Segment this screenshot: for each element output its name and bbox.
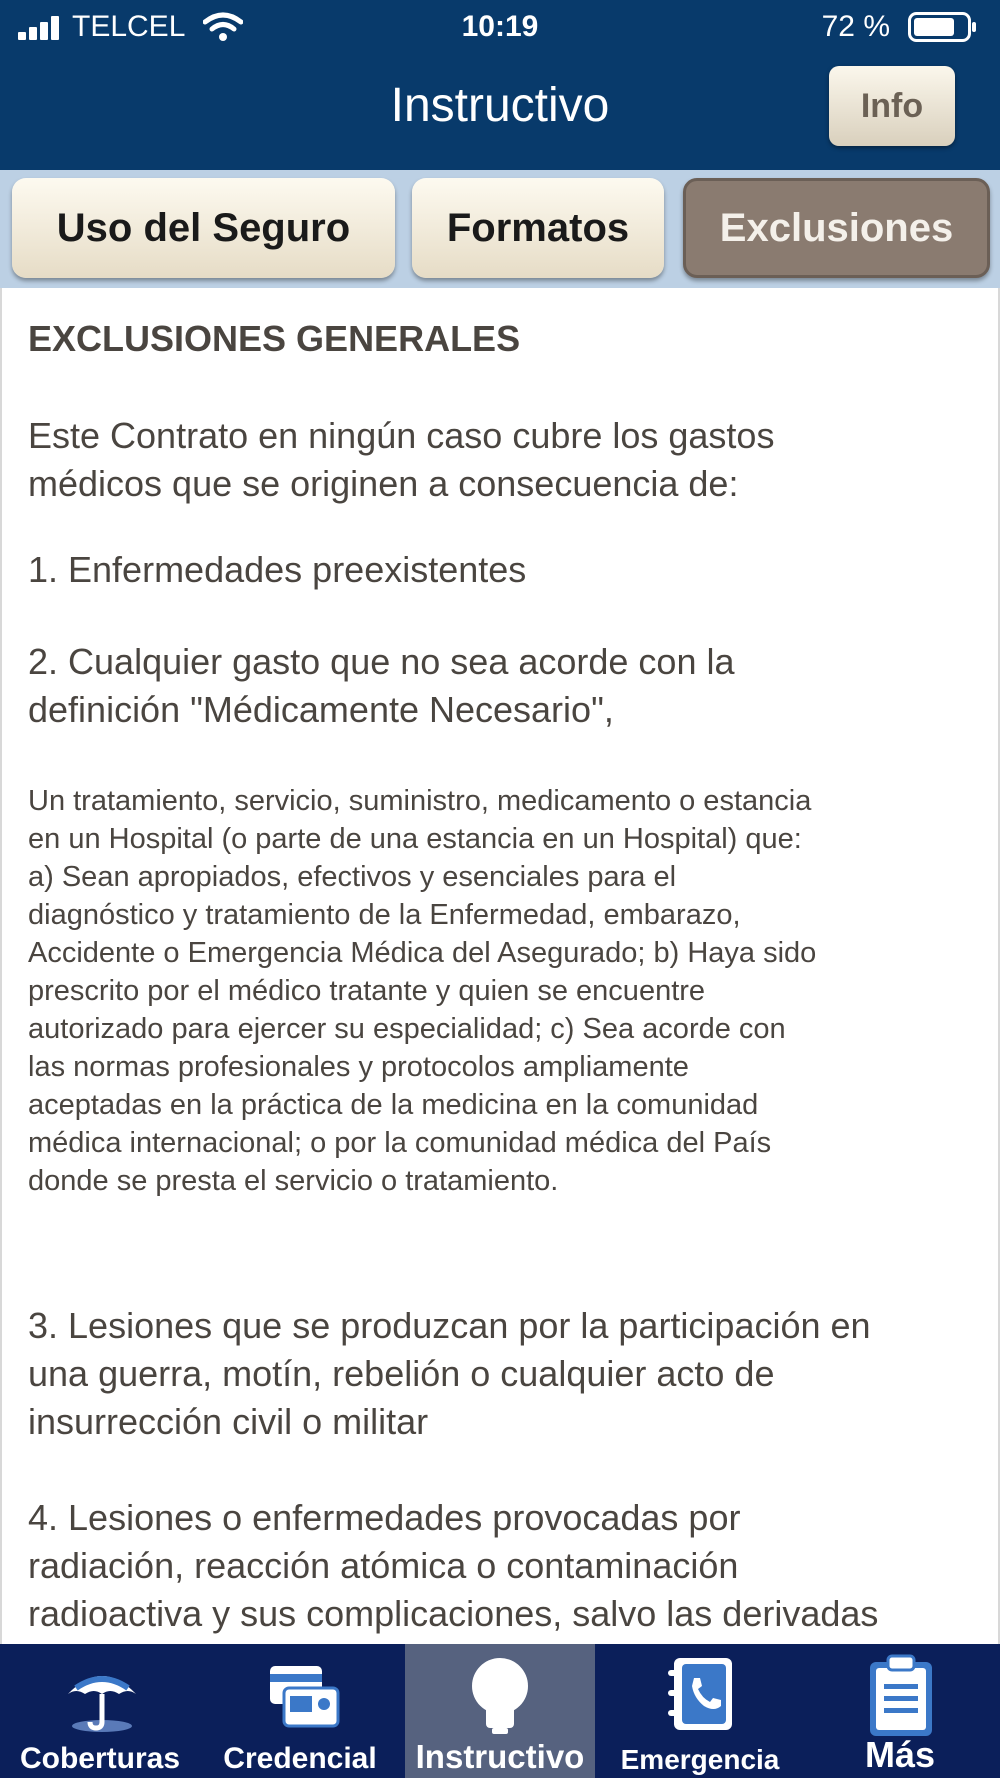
definition-line: donde se presta el servicio o tratamiento.: [28, 1165, 559, 1197]
bottom-tab-label: Credencial: [223, 1742, 377, 1775]
tab-uso-del-seguro[interactable]: Uso del Seguro: [12, 178, 395, 278]
definition-line: Accidente o Emergencia Médica del Asegurado; b) Haya sido: [28, 937, 817, 969]
umbrella-icon: [62, 1658, 142, 1738]
bottom-tab-instructivo[interactable]: [405, 1644, 595, 1778]
exclusion-item-3-line: una guerra, motín, rebelión o cualquier acto de: [28, 1353, 775, 1394]
bottom-tab-label: Coberturas: [19, 1742, 181, 1775]
exclusion-item-4-line: radioactiva y sus complicaciones, salvo las derivadas: [28, 1593, 879, 1634]
definition-line: diagnóstico y tratamiento de la Enfermedad, embarazo,: [28, 899, 741, 931]
page-title: Instructivo: [390, 79, 610, 132]
bottom-tab-coberturas[interactable]: [0, 1644, 200, 1778]
definition-line: aceptadas en la práctica de la medicina en la comunidad: [28, 1089, 759, 1121]
intro-line-2: médicos que se originen a consecuencia de:: [28, 463, 739, 504]
credential-card-icon: [266, 1660, 342, 1736]
status-bar: [0, 0, 1000, 56]
section-heading: EXCLUSIONES GENERALES: [28, 318, 521, 359]
content-scroll-area[interactable]: [0, 288, 1000, 1644]
exclusion-item-1: 1. Enfermedades preexistentes: [28, 549, 527, 590]
battery-percentage: 72 %: [821, 10, 890, 43]
intro-line-1: Este Contrato en ningún caso cubre los gastos: [28, 415, 775, 456]
exclusion-item-3-line: 3. Lesiones que se produzcan por la participación en: [28, 1305, 871, 1346]
exclusion-item-2-line-2: definición "Médicamente Necesario",: [28, 689, 614, 730]
definition-line: las normas profesionales y protocolos ampliamente: [28, 1051, 689, 1083]
top-bar: [0, 0, 1000, 170]
tab-formatos[interactable]: Formatos: [412, 178, 664, 278]
carrier-name: TELCEL: [72, 10, 186, 43]
clipboard-icon: [866, 1654, 936, 1738]
bottom-tab-label: Emergencia: [620, 1744, 780, 1775]
bottom-tab-credencial[interactable]: [200, 1644, 400, 1778]
info-button[interactable]: Info: [829, 66, 955, 146]
exclusion-item-4-line: radiación, reacción atómica o contaminación: [28, 1545, 739, 1586]
bottom-tab-emergencia[interactable]: [600, 1644, 800, 1778]
exclusion-item-4-line: 4. Lesiones o enfermedades provocadas por: [28, 1497, 741, 1538]
battery-icon: [908, 12, 978, 42]
status-time: 10:19: [461, 10, 539, 43]
exclusion-item-3-line: insurrección civil o militar: [28, 1401, 429, 1442]
exclusion-item-2-line-1: 2. Cualquier gasto que no sea acorde con la: [28, 641, 735, 682]
definition-line: prescrito por el médico tratante y quien se encuentre: [28, 975, 706, 1007]
bottom-tab-bar: [0, 1644, 1000, 1778]
phone-book-icon: [664, 1656, 740, 1736]
definition-line: médica internacional; o por la comunidad médica del País: [28, 1127, 772, 1159]
section-tabs: [0, 170, 1000, 288]
definition-line: a) Sean apropiados, efectivos y esenciales para el: [28, 861, 677, 893]
bottom-tab-label: Instructivo: [415, 1738, 585, 1775]
definition-line: Un tratamiento, servicio, suministro, medicamento o estancia: [28, 785, 812, 817]
definition-line: autorizado para ejercer su especialidad; c) Sea acorde con: [28, 1013, 786, 1045]
bottom-tab-mas[interactable]: [800, 1644, 1000, 1778]
definition-line: en un Hospital (o parte de una estancia en un Hospital) que:: [28, 823, 802, 855]
bottom-tab-label: Más: [864, 1734, 936, 1775]
tab-exclusiones[interactable]: Exclusiones: [683, 178, 990, 278]
lightbulb-icon: [460, 1654, 540, 1736]
